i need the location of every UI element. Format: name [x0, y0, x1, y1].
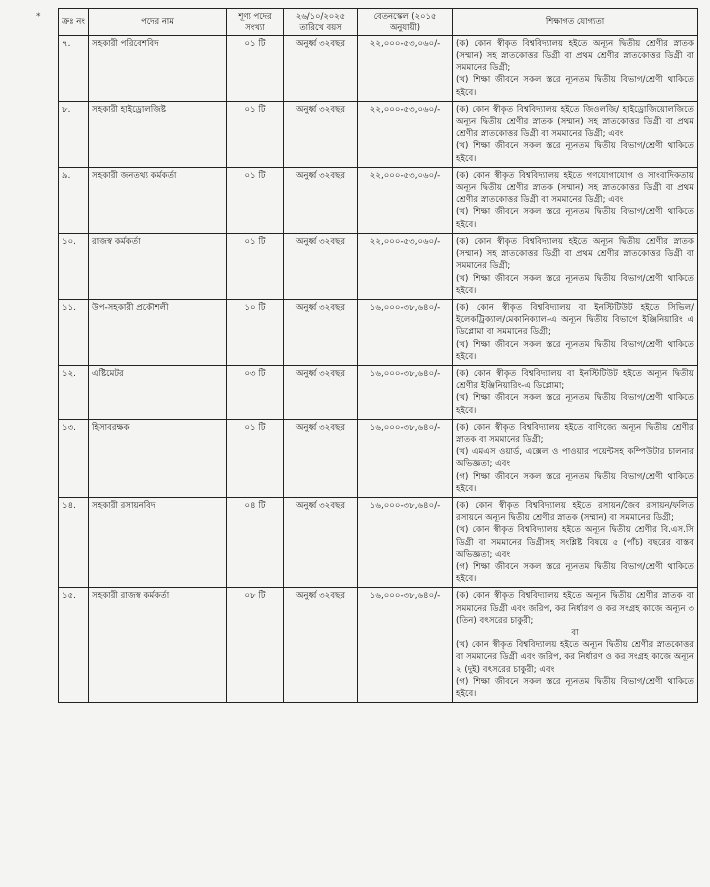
table-row	[59, 35, 698, 101]
table-row	[59, 588, 698, 703]
table-row	[59, 233, 698, 299]
qualification-clause: (ক) কোন স্বীকৃত বিশ্ববিদ্যালয় হইতে অন্যূন দ্বিতীয় শ্রেণীর স্নাতক (সম্মান) সহ স্নাতকোত্তর ডিগ্রী বা প্রথম শ্রেণীর স্নাতকোত্তর ডিগ্রী বা সমমানের ডিগ্রী;	[456, 236, 694, 272]
cell-age-limit: অনুর্ধ্ব ৩২বছর	[284, 497, 358, 587]
qualification-clause: (খ) শিক্ষা জীবনে সকল স্তরে ন্যূনতম দ্বিতীয় বিভাগ/শ্রেণী থাকিতে হইবে।	[456, 339, 694, 362]
cell-pay-scale: ১৬,০০০-৩৮,৬৪০/-	[358, 365, 453, 419]
qualification-clause: (খ) শিক্ষা জীবনে সকল স্তরে ন্যূনতম দ্বিতীয় বিভাগ/শ্রেণী থাকিতে হইবে।	[456, 75, 694, 98]
cell-qualification	[453, 419, 698, 497]
cell-age-limit: অনুর্ধ্ব ৩২বছর	[284, 365, 358, 419]
table-row	[59, 365, 698, 419]
qualification-clause: (ক) কোন স্বীকৃত বিশ্ববিদ্যালয় হইতে বাণিজ্যে অন্যূন দ্বিতীয় শ্রেণীর স্নাতক বা সমমানের ডিগ্রী;	[456, 422, 694, 445]
table-header-row	[59, 9, 698, 36]
cell-pay-scale: ১৬,০০০-৩৮,৬৪০/-	[358, 497, 453, 587]
cell-post-name: সহকারী রসায়নবিদ	[89, 497, 227, 587]
table-row	[59, 101, 698, 167]
cell-qualification	[453, 588, 698, 703]
qualification-clause: (খ) এমএস ওয়ার্ড, এক্সেল ও পাওয়ার পয়েন্টসহ কম্পিউটার চালনার অভিজ্ঞতা; এবং	[456, 447, 694, 470]
cell-serial: ১৫.	[59, 588, 89, 703]
qualification-clause: (গ) শিক্ষা জীবনে সকল স্তরে ন্যূনতম দ্বিতীয় বিভাগ/শ্রেণী থাকিতে হইবে।	[456, 471, 694, 494]
qualification-clause: (গ) শিক্ষা জীবনে সকল স্তরে ন্যূনতম দ্বিতীয় বিভাগ/শ্রেণী থাকিতে হইবে।	[456, 561, 694, 585]
cell-vacancy: ১০ টি	[227, 299, 284, 365]
qualification-clause: (ক) কোন স্বীকৃত বিশ্ববিদ্যালয় হইতে অন্যূন দ্বিতীয় শ্রেণীর স্নাতক (সম্মান) সহ স্নাতকোত্তর ডিগ্রী বা প্রথম শ্রেণীর স্নাতকোত্তর ডিগ্রী বা সমমানের ডিগ্রী;	[456, 38, 694, 74]
cell-post-name: সহকারী পরিবেশবিদ	[89, 35, 227, 101]
cell-qualification	[453, 167, 698, 233]
cell-serial: ৭.	[59, 35, 89, 101]
cell-post-name: সহকারী জনতথ্য কর্মকর্তা	[89, 167, 227, 233]
cell-age-limit: অনুর্ধ্ব ৩২বছর	[284, 419, 358, 497]
cell-vacancy: ০১ টি	[227, 167, 284, 233]
table-row	[59, 299, 698, 365]
cell-serial: ৮.	[59, 101, 89, 167]
cell-age-limit: অনুর্ধ্ব ৩২বছর	[284, 233, 358, 299]
header-vacancy: শূণ্য পদের সংখ্যা	[227, 9, 284, 36]
cell-serial: ৯.	[59, 167, 89, 233]
header-pay: বেতনস্কেল (২০১৫ অনুযায়ী)	[358, 9, 453, 36]
cell-qualification	[453, 101, 698, 167]
qualification-clause: (খ) শিক্ষা জীবনে সকল স্তরে ন্যূনতম দ্বিতীয় বিভাগ/শ্রেণী থাকিতে হইবে।	[456, 393, 694, 416]
qualification-clause: (খ) শিক্ষা জীবনে সকল স্তরে ন্যূনতম দ্বিতীয় বিভাগ/শ্রেণী থাকিতে হইবে।	[456, 273, 694, 296]
header-qualification: শিক্ষাগত যোগ্যতা	[453, 9, 698, 36]
qualification-clause: (গ) শিক্ষা জীবনে সকল স্তরে ন্যূনতম দ্বিতীয় বিভাগ/শ্রেণী থাকিতে হইবে।	[456, 676, 694, 699]
cell-qualification	[453, 35, 698, 101]
cell-post-name: এষ্টিমেটর	[89, 365, 227, 419]
qualification-clause: (খ) কোন স্বীকৃত বিশ্ববিদ্যালয় হইতে অন্যূন দ্বিতীয় শ্রেণীর স্নাতকোত্তর বা সমমানের ডিগ্রী এবং জরিপ, কর নির্ধারণ ও কর সংগ্রহ কাজে অন্যূন ২ (দুই) বৎসরের চাকুরী; এবং	[456, 640, 694, 675]
cell-serial: ১২.	[59, 365, 89, 419]
cell-pay-scale: ২২,০০০-৫৩,০৬০/-	[358, 167, 453, 233]
qualification-clause: (খ) শিক্ষা জীবনে সকল স্তরে ন্যূনতম দ্বিতীয় বিভাগ/শ্রেণী থাকিতে হইবে।	[456, 207, 694, 230]
cell-serial: ১১.	[59, 299, 89, 365]
cell-qualification	[453, 365, 698, 419]
header-post: পদের নাম	[89, 9, 227, 36]
header-serial: ক্রঃ নং	[59, 9, 89, 36]
cell-vacancy: ০১ টি	[227, 419, 284, 497]
cell-pay-scale: ২২,০০০-৫৩,০৬০/-	[358, 35, 453, 101]
vacancy-table	[58, 8, 698, 703]
cell-pay-scale: ২২,০০০-৫৩,০৬০/-	[358, 233, 453, 299]
qualification-clause: (ক) কোন স্বীকৃত বিশ্ববিদ্যালয় হইতে গণযোগাযোগ ও সাংবাদিকতায় অন্যূন দ্বিতীয় শ্রেণীর স্নাতক (সম্মান) সহ স্নাতকোত্তর ডিগ্রী বা প্রথম শ্রেণীর স্নাতকোত্তর ডিগ্রী বা সমমানের ডিগ্রী; এবং	[456, 170, 694, 206]
cell-age-limit: অনুর্ধ্ব ৩২বছর	[284, 588, 358, 703]
qualification-clause: (খ) কোন স্বীকৃত বিশ্ববিদ্যালয় হইতে অন্যূন দ্বিতীয় শ্রেণীর বি.এস.সি ডিগ্রী বা সমমানের ডিগ্রীসহ সংশ্লিষ্ট বিষয়ে ৫ (পাঁচ) বছরের বাস্তব অভিজ্ঞতা; এবং	[456, 525, 694, 560]
cell-post-name: উপ-সহকারী প্রকৌশলী	[89, 299, 227, 365]
cell-serial: ১০.	[59, 233, 89, 299]
cell-age-limit: অনুর্ধ্ব ৩২বছর	[284, 299, 358, 365]
cell-pay-scale: ১৬,০০০-৩৮,৬৪০/-	[358, 419, 453, 497]
table-body	[59, 35, 698, 702]
corner-mark: *	[36, 12, 41, 22]
table-row	[59, 497, 698, 587]
cell-post-name: সহকারী রাজস্ব কর্মকর্তা	[89, 588, 227, 703]
cell-post-name: রাজস্ব কর্মকর্তা	[89, 233, 227, 299]
cell-pay-scale: ১৬,০০০-৩৮,৬৪০/-	[358, 588, 453, 703]
cell-vacancy: ০৪ টি	[227, 497, 284, 587]
cell-qualification	[453, 497, 698, 587]
cell-pay-scale: ২২,০০০-৫৩,০৬০/-	[358, 101, 453, 167]
cell-vacancy: ০১ টি	[227, 101, 284, 167]
cell-serial: ১৩.	[59, 419, 89, 497]
qualification-clause: (ক) কোন স্বীকৃত বিশ্ববিদ্যালয় হইতে রসায়ন/জৈব রসায়ন/ফলিত রসায়নে অন্যূন দ্বিতীয় শ্রেণীর স্নাতক (সম্মান) বা সমমানের ডিগ্রী;	[456, 500, 694, 524]
cell-post-name: হিসাবরক্ষক	[89, 419, 227, 497]
cell-age-limit: অনুর্ধ্ব ৩২বছর	[284, 101, 358, 167]
cell-qualification	[453, 299, 698, 365]
cell-vacancy: ০১ টি	[227, 35, 284, 101]
qualification-clause: (খ) শিক্ষা জীবনে সকল স্তরে ন্যূনতম দ্বিতীয় বিভাগ/শ্রেণী থাকিতে হইবে।	[456, 141, 694, 164]
qualification-clause: (ক) কোন স্বীকৃত বিশ্ববিদ্যালয় বা ইনস্টিটিউট হইতে অন্যূন দ্বিতীয় শ্রেণীর ইঞ্জিনিয়ারিং-এ ডিপ্লোমা;	[456, 368, 694, 392]
cell-vacancy: ০১ টি	[227, 233, 284, 299]
cell-serial: ১৪.	[59, 497, 89, 587]
cell-age-limit: অনুর্ধ্ব ৩২বছর	[284, 167, 358, 233]
cell-qualification	[453, 233, 698, 299]
cell-post-name: সহকারী হাইড্রোলজিষ্ট	[89, 101, 227, 167]
qualification-clause: (ক) কোন স্বীকৃত বিশ্ববিদ্যালয় হইতে জিওলজি/ হাইড্রোজিয়োলজিতে অন্যূন দ্বিতীয় শ্রেণীর স্নাতক (সম্মান) সহ স্নাতকোত্তর ডিগ্রী বা প্রথম শ্রেণীর স্নাতকোত্তর ডিগ্রী বা সমমানের ডিগ্রী; এবং	[456, 104, 694, 140]
cell-pay-scale: ১৬,০০০-৩৮,৬৪০/-	[358, 299, 453, 365]
header-age: ২৬/১০/২০২৫ তারিখে বয়স	[284, 9, 358, 36]
qualification-clause: বা	[571, 627, 579, 638]
cell-vacancy: ০৩ টি	[227, 365, 284, 419]
qualification-clause: (ক) কোন স্বীকৃত বিশ্ববিদ্যালয় হইতে অন্যূন দ্বিতীয় শ্রেণীর স্নাতক বা সমমানের ডিগ্রী এবং জরিপ, কর নির্ধারণ ও কর সংগ্রহ কাজে অন্যূন ৩ (তিন) বৎসরের চাকুরী;	[456, 591, 694, 626]
cell-age-limit: অনুর্ধ্ব ৩২বছর	[284, 35, 358, 101]
cell-vacancy: ০৮ টি	[227, 588, 284, 703]
qualification-clause: (ক) কোন স্বীকৃত বিশ্ববিদ্যালয় বা ইনস্টিটিউট হইতে সিভিল/ইলেকট্রিক্যাল/মেকানিক্যাল-এ অন্যূন দ্বিতীয় বিভাগে ইঞ্জিনিয়ারিং এ ডিপ্লোমা বা সমমানের ডিগ্রী;	[456, 302, 694, 338]
table-row	[59, 419, 698, 497]
table-row	[59, 167, 698, 233]
